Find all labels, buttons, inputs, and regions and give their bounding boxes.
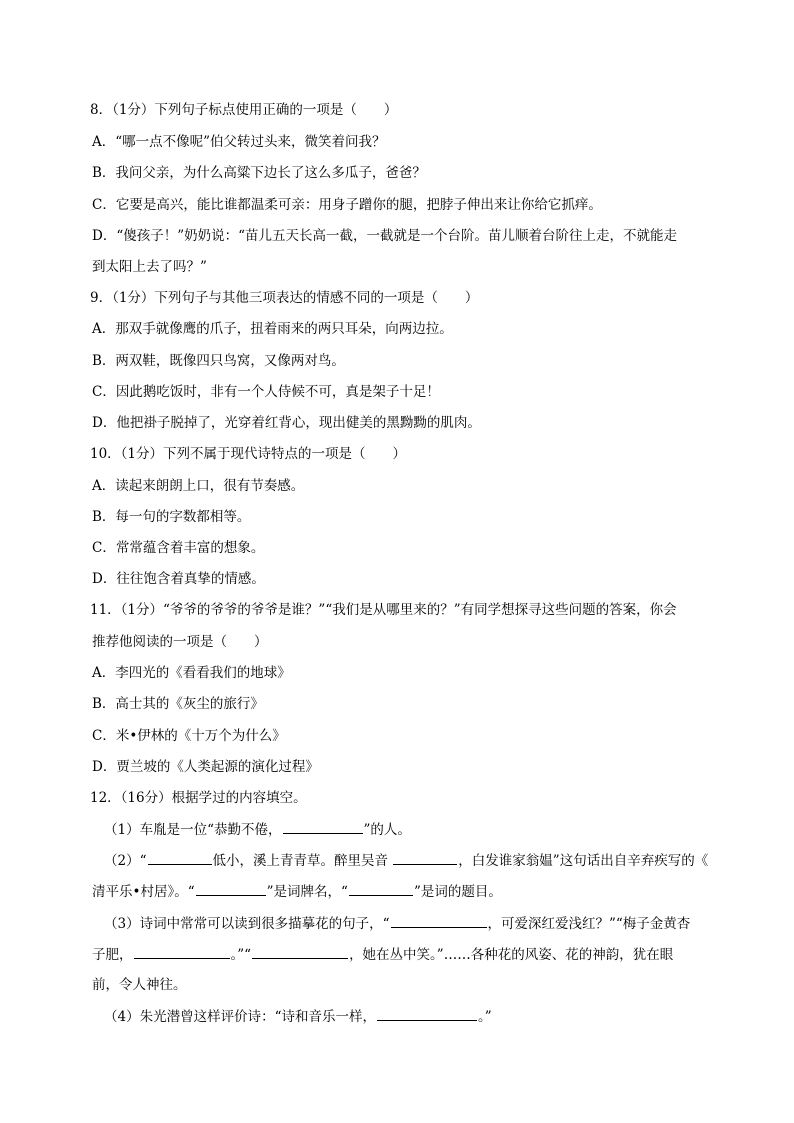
- question-10-option-b: B．每一句的字数都相等。: [92, 509, 251, 525]
- question-12-part-4: （4）朱光潜曾这样评价诗：“诗和音乐一样， 。”: [104, 1006, 492, 1026]
- question-11-stem: 11．（1分）“爷爷的爷爷的爷爷是谁？”“我们是从哪里来的？”有同学想探寻这些问题的答案，你会: [90, 602, 677, 618]
- answer-blank[interactable]: [391, 913, 487, 928]
- answer-blank[interactable]: [148, 850, 212, 865]
- question-12-part-1: （1）车胤是一位“恭勤不倦， ”的人。: [104, 819, 411, 839]
- question-9-stem: 9．（1分）下列句子与其他三项表达的情感不同的一项是（ ）: [90, 290, 479, 306]
- answer-blank[interactable]: [377, 1006, 477, 1021]
- answer-blank[interactable]: [196, 881, 266, 896]
- question-8-option-b: B．我问父亲，为什么高粱下边长了这么多瓜子，爸爸？: [92, 165, 426, 181]
- answer-blank[interactable]: [393, 850, 457, 865]
- question-10-option-a: A．读起来朗朗上口，很有节奏感。: [92, 478, 305, 494]
- question-8-option-c: C．它要是高兴，能比谁都温柔可亲：用身子蹭你的腿，把脖子伸出来让你给它抓痒。: [92, 197, 602, 213]
- question-8-stem: 8．（1分）下列句子标点使用正确的一项是（ ）: [90, 102, 398, 118]
- question-11-option-a: A．李四光的《看看我们的地球》: [92, 665, 291, 681]
- question-9-option-b: B．两双鞋，既像四只鸟窝，又像两对鸟。: [92, 353, 345, 369]
- answer-blank[interactable]: [283, 819, 363, 834]
- question-8-option-d-continued: 到太阳上去了吗？”: [92, 259, 207, 275]
- question-12-part-2: （2）“ 低小，溪上青青草。醉里吴音 ，白发谁家翁媪”这句话出自辛弃疾写的《: [104, 850, 708, 870]
- question-12-stem: 12．（16分）根据学过的内容填空。: [90, 790, 307, 806]
- question-11-stem-continued: 推荐他阅读的一项是（ ）: [92, 634, 268, 650]
- question-10-stem: 10．（1分）下列不属于现代诗特点的一项是（ ）: [90, 446, 407, 462]
- question-11-option-d: D．贾兰坡的《人类起源的演化过程》: [92, 759, 319, 775]
- answer-blank[interactable]: [252, 944, 348, 959]
- question-11-option-c: C．米•伊林的《十万个为什么》: [92, 728, 286, 744]
- question-11-option-b: B．高士其的《灰尘的旅行》: [92, 696, 264, 712]
- question-12-part-3: （3）诗词中常常可以读到很多描摹花的句子，“ ，可爱深红爱浅红？”“梅子金黄杏: [104, 913, 690, 933]
- answer-blank[interactable]: [134, 944, 230, 959]
- question-10-option-d: D．往往饱含着真挚的情感。: [92, 571, 265, 587]
- question-12-part-3-continued: 子肥， 。”“ ，她在丛中笑。”……各种花的风姿、花的神韵，犹在眼: [92, 944, 673, 964]
- question-8-option-d: D．“傻孩子！”奶奶说：“苗儿五天长高一截，一截就是一个台阶。苗儿顺着台阶往上走，不就能走: [92, 228, 678, 244]
- question-9-option-d: D．他把褂子脱掉了，光穿着红背心，现出健美的黑黝黝的肌肉。: [92, 415, 481, 431]
- question-9-option-c: C．因此鹅吃饭时，非有一个人侍候不可，真是架子十足！: [92, 384, 440, 400]
- answer-blank[interactable]: [349, 881, 413, 896]
- question-10-option-c: C．常常蕴含着丰富的想象。: [92, 540, 265, 556]
- question-8-option-a: A．“哪一点不像呢”伯父转过头来，微笑着问我？: [92, 134, 386, 150]
- question-9-option-a: A．那双手就像鹰的爪子，扭着雨来的两只耳朵，向两边拉。: [92, 321, 453, 337]
- question-12-part-3-end: 前，令人神往。: [92, 977, 187, 993]
- question-12-part-2-continued: 清平乐•村居》。“ ”是词牌名，“ ”是词的题目。: [92, 881, 502, 901]
